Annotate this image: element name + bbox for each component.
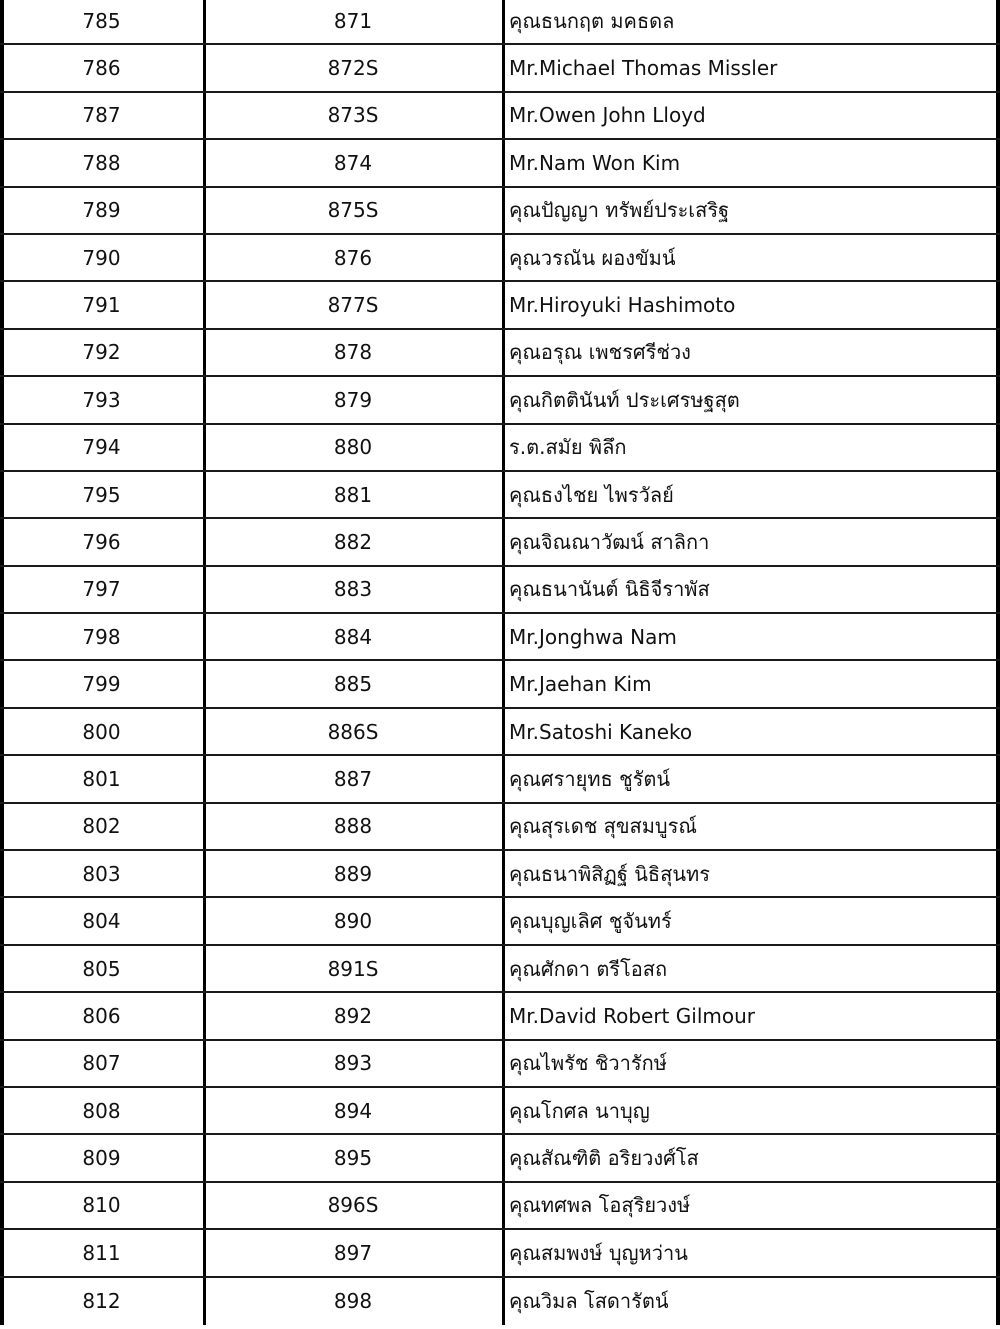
name-cell: Mr.Owen John Lloyd: [505, 93, 1000, 138]
table-row: [0, 993, 1000, 1040]
table-row: [0, 188, 1000, 235]
name-cell: คุณศรายุทธ ชูรัตน์: [505, 756, 1000, 801]
name-cell: Mr.Nam Won Kim: [505, 140, 1000, 185]
table-row: [0, 0, 1000, 45]
code-cell: 894: [206, 1088, 505, 1133]
table-row: [0, 661, 1000, 708]
code-cell: 877S: [206, 282, 505, 327]
name-cell: Mr.David Robert Gilmour: [505, 993, 1000, 1038]
seq-cell: 806: [0, 993, 206, 1038]
code-cell: 893: [206, 1041, 505, 1086]
seq-cell: 794: [0, 425, 206, 470]
table-row: [0, 851, 1000, 898]
name-cell: คุณวิมล โสดารัตน์: [505, 1278, 1000, 1325]
table-row: [0, 567, 1000, 614]
code-cell: 889: [206, 851, 505, 896]
seq-cell: 787: [0, 93, 206, 138]
seq-cell: 801: [0, 756, 206, 801]
name-cell: คุณจิณณาวัฒน์ สาลิกา: [505, 519, 1000, 564]
seq-cell: 789: [0, 188, 206, 233]
seq-cell: 795: [0, 472, 206, 517]
table-row: [0, 614, 1000, 661]
code-cell: 872S: [206, 45, 505, 90]
table-row: [0, 330, 1000, 377]
table-row: [0, 1088, 1000, 1135]
name-cell: คุณวรณัน ผองขัมน์: [505, 235, 1000, 280]
name-cell: คุณโกศล นาบุญ: [505, 1088, 1000, 1133]
table-row: [0, 472, 1000, 519]
seq-cell: 793: [0, 377, 206, 422]
seq-cell: 790: [0, 235, 206, 280]
table-row: [0, 519, 1000, 566]
seq-cell: 792: [0, 330, 206, 375]
name-cell: คุณสุรเดช สุขสมบูรณ์: [505, 804, 1000, 849]
table-row: [0, 1041, 1000, 1088]
table-row: [0, 804, 1000, 851]
seq-cell: 798: [0, 614, 206, 659]
code-cell: 882: [206, 519, 505, 564]
code-cell: 895: [206, 1135, 505, 1180]
name-cell: Mr.Jonghwa Nam: [505, 614, 1000, 659]
seq-cell: 800: [0, 709, 206, 754]
name-cell: คุณอรุณ เพชรศรีช่วง: [505, 330, 1000, 375]
name-cell: คุณทศพล โอสุริยวงษ์: [505, 1183, 1000, 1228]
seq-cell: 802: [0, 804, 206, 849]
code-cell: 874: [206, 140, 505, 185]
name-cell: คุณธนาพิสิฏฐ์ นิธิสุนทร: [505, 851, 1000, 896]
name-cell: คุณบุญเลิศ ชูจันทร์: [505, 898, 1000, 943]
code-cell: 881: [206, 472, 505, 517]
code-cell: 885: [206, 661, 505, 706]
code-cell: 876: [206, 235, 505, 280]
seq-cell: 805: [0, 946, 206, 991]
name-cell: คุณธนกฤต มคธดล: [505, 0, 1000, 43]
seq-cell: 786: [0, 45, 206, 90]
table-row: [0, 1230, 1000, 1277]
seq-cell: 803: [0, 851, 206, 896]
code-cell: 888: [206, 804, 505, 849]
code-cell: 886S: [206, 709, 505, 754]
name-cell: คุณธนานันต์ นิธิจีราพัส: [505, 567, 1000, 612]
name-cell: คุณปัญญา ทรัพย์ประเสริฐ: [505, 188, 1000, 233]
code-cell: 871: [206, 0, 505, 43]
code-cell: 875S: [206, 188, 505, 233]
code-cell: 890: [206, 898, 505, 943]
seq-cell: 797: [0, 567, 206, 612]
table-row: [0, 898, 1000, 945]
code-cell: 878: [206, 330, 505, 375]
seq-cell: 809: [0, 1135, 206, 1180]
code-cell: 896S: [206, 1183, 505, 1228]
name-cell: Mr.Hiroyuki Hashimoto: [505, 282, 1000, 327]
code-cell: 898: [206, 1278, 505, 1325]
name-cell: คุณศักดา ตรีโอสถ: [505, 946, 1000, 991]
seq-cell: 812: [0, 1278, 206, 1325]
table-row: [0, 45, 1000, 92]
code-cell: 880: [206, 425, 505, 470]
code-cell: 884: [206, 614, 505, 659]
seq-cell: 804: [0, 898, 206, 943]
name-cell: Mr.Jaehan Kim: [505, 661, 1000, 706]
seq-cell: 785: [0, 0, 206, 43]
seq-cell: 808: [0, 1088, 206, 1133]
seq-cell: 807: [0, 1041, 206, 1086]
seq-cell: 788: [0, 140, 206, 185]
table-row: [0, 709, 1000, 756]
table-row: [0, 425, 1000, 472]
code-cell: 897: [206, 1230, 505, 1275]
code-cell: 879: [206, 377, 505, 422]
seq-cell: 796: [0, 519, 206, 564]
table-row: [0, 1135, 1000, 1182]
table-row: [0, 377, 1000, 424]
code-cell: 891S: [206, 946, 505, 991]
name-cell: คุณสัณฑิติ อริยวงศ์โส: [505, 1135, 1000, 1180]
code-cell: 892: [206, 993, 505, 1038]
code-cell: 883: [206, 567, 505, 612]
table-row: [0, 235, 1000, 282]
name-cell: คุณสมพงษ์ บุญหว่าน: [505, 1230, 1000, 1275]
table-row: [0, 93, 1000, 140]
code-cell: 873S: [206, 93, 505, 138]
name-cell: คุณกิตตินันท์ ประเศรษฐสุต: [505, 377, 1000, 422]
name-cell: คุณธงไชย ไพรวัลย์: [505, 472, 1000, 517]
code-cell: 887: [206, 756, 505, 801]
seq-cell: 811: [0, 1230, 206, 1275]
name-cell: ร.ต.สมัย พิลึก: [505, 425, 1000, 470]
table-row: [0, 1278, 1000, 1325]
name-cell: Mr.Michael Thomas Missler: [505, 45, 1000, 90]
table-row: [0, 140, 1000, 187]
name-cell: คุณไพรัช ชิวารักษ์: [505, 1041, 1000, 1086]
seq-cell: 791: [0, 282, 206, 327]
table-row: [0, 282, 1000, 329]
table-row: [0, 1183, 1000, 1230]
name-cell: Mr.Satoshi Kaneko: [505, 709, 1000, 754]
seq-cell: 810: [0, 1183, 206, 1228]
table-row: [0, 756, 1000, 803]
table-row: [0, 946, 1000, 993]
seq-cell: 799: [0, 661, 206, 706]
